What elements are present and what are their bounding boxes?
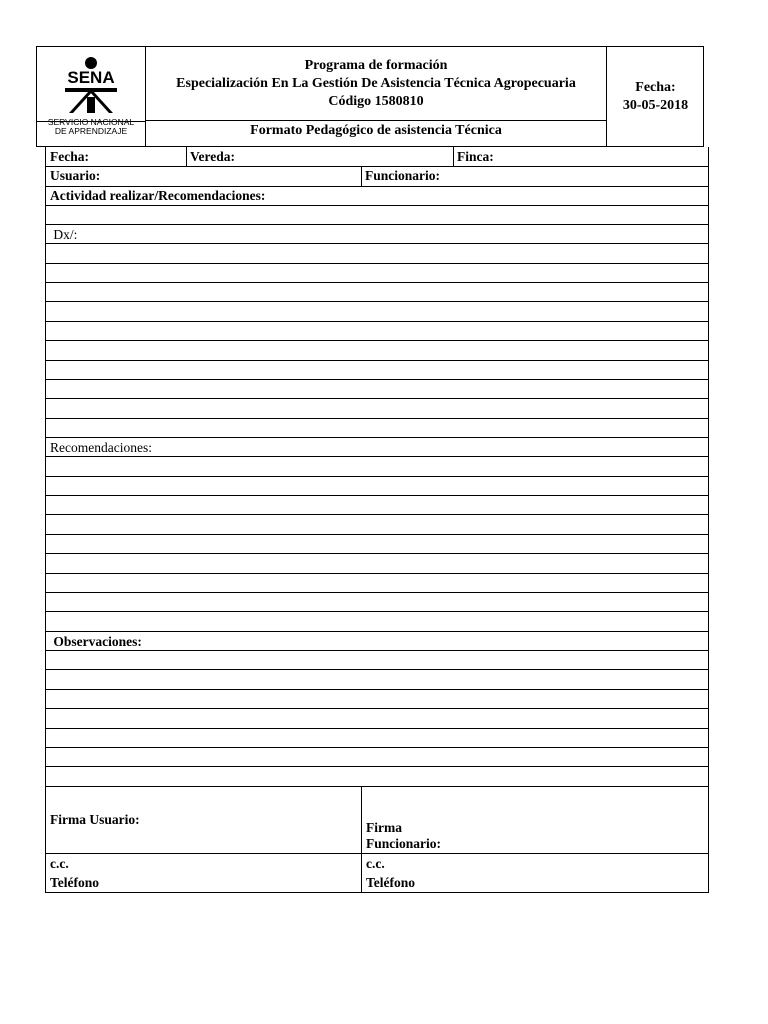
form-row-line	[45, 224, 709, 225]
form-row-line	[45, 669, 709, 670]
form-row-line	[45, 340, 709, 341]
form-row-line	[45, 708, 709, 709]
divider-usuario-funcionario	[361, 166, 362, 186]
form-row-line	[45, 321, 709, 322]
program-name: Especialización En La Gestión De Asistencia Técnica Agropecuaria	[176, 76, 576, 91]
firma-usuario-label: Firma Usuario:	[50, 812, 140, 827]
form-row-line	[45, 553, 709, 554]
form-row-line	[45, 263, 709, 264]
form-row-line	[45, 650, 709, 651]
form-row-line	[45, 282, 709, 283]
header-date-label: Fecha:	[635, 80, 676, 95]
form-row-line	[45, 418, 709, 419]
divider-vereda-finca	[453, 147, 454, 167]
form-row-line	[45, 398, 709, 399]
fecha-label: Fecha:	[50, 149, 89, 164]
firma-funcionario-label-line2: Funcionario:	[366, 836, 442, 851]
logo-brand-glyphs: SENA	[67, 68, 115, 87]
header-date-value: 30-05-2018	[622, 98, 689, 113]
form-row-line	[45, 514, 709, 515]
form-row-line	[45, 573, 709, 574]
actividad-label: Actividad realizar/Recomendaciones:	[50, 188, 266, 203]
form-row-line	[45, 592, 709, 593]
usuario-telefono-label: Teléfono	[50, 875, 100, 890]
form-row-line	[45, 786, 709, 787]
divider-signatures	[361, 786, 362, 893]
logo-caption-line1: SERVICIO NACIONAL	[47, 117, 135, 127]
form-row-line	[45, 747, 709, 748]
header-subtitle-separator	[145, 120, 606, 121]
form-row-line	[45, 766, 709, 767]
form-table	[45, 147, 709, 893]
form-row-line	[45, 205, 709, 206]
form-row-line	[45, 534, 709, 535]
program-code: Código 1580810	[328, 94, 424, 109]
finca-label: Finca:	[457, 149, 494, 164]
form-row-line	[45, 456, 709, 457]
form-row-line	[45, 631, 709, 632]
form-row-line	[45, 166, 709, 167]
format-subtitle: Formato Pedagógico de asistencia Técnica	[250, 123, 502, 138]
divider-fecha-vereda	[186, 147, 187, 167]
observaciones-label: Observaciones:	[50, 634, 142, 649]
form-row-line	[45, 495, 709, 496]
funcionario-telefono-label: Teléfono	[366, 875, 416, 890]
firma-funcionario-label-line1: Firma	[366, 820, 402, 835]
form-row-line	[45, 728, 709, 729]
program-title: Programa de formación	[304, 58, 448, 73]
form-row-line	[45, 611, 709, 612]
form-row-line	[45, 301, 709, 302]
form-row-line	[45, 186, 709, 187]
form-row-line	[45, 689, 709, 690]
form-row-line	[45, 853, 709, 854]
form-row-line	[45, 243, 709, 244]
header-divider-right	[606, 46, 607, 147]
vereda-label: Vereda:	[190, 149, 235, 164]
form-row-line	[45, 437, 709, 438]
usuario-label: Usuario:	[50, 168, 101, 183]
form-row-line	[45, 476, 709, 477]
funcionario-label: Funcionario:	[365, 168, 441, 183]
funcionario-cc-label: c.c.	[366, 856, 385, 871]
form-row-line	[45, 360, 709, 361]
usuario-cc-label: c.c.	[50, 856, 69, 871]
recomendaciones-label: Recomendaciones:	[50, 440, 152, 455]
logo-caption-line2: DE APRENDIZAJE	[54, 126, 128, 136]
form-row-line	[45, 379, 709, 380]
dx-label: Dx/:	[50, 227, 78, 242]
